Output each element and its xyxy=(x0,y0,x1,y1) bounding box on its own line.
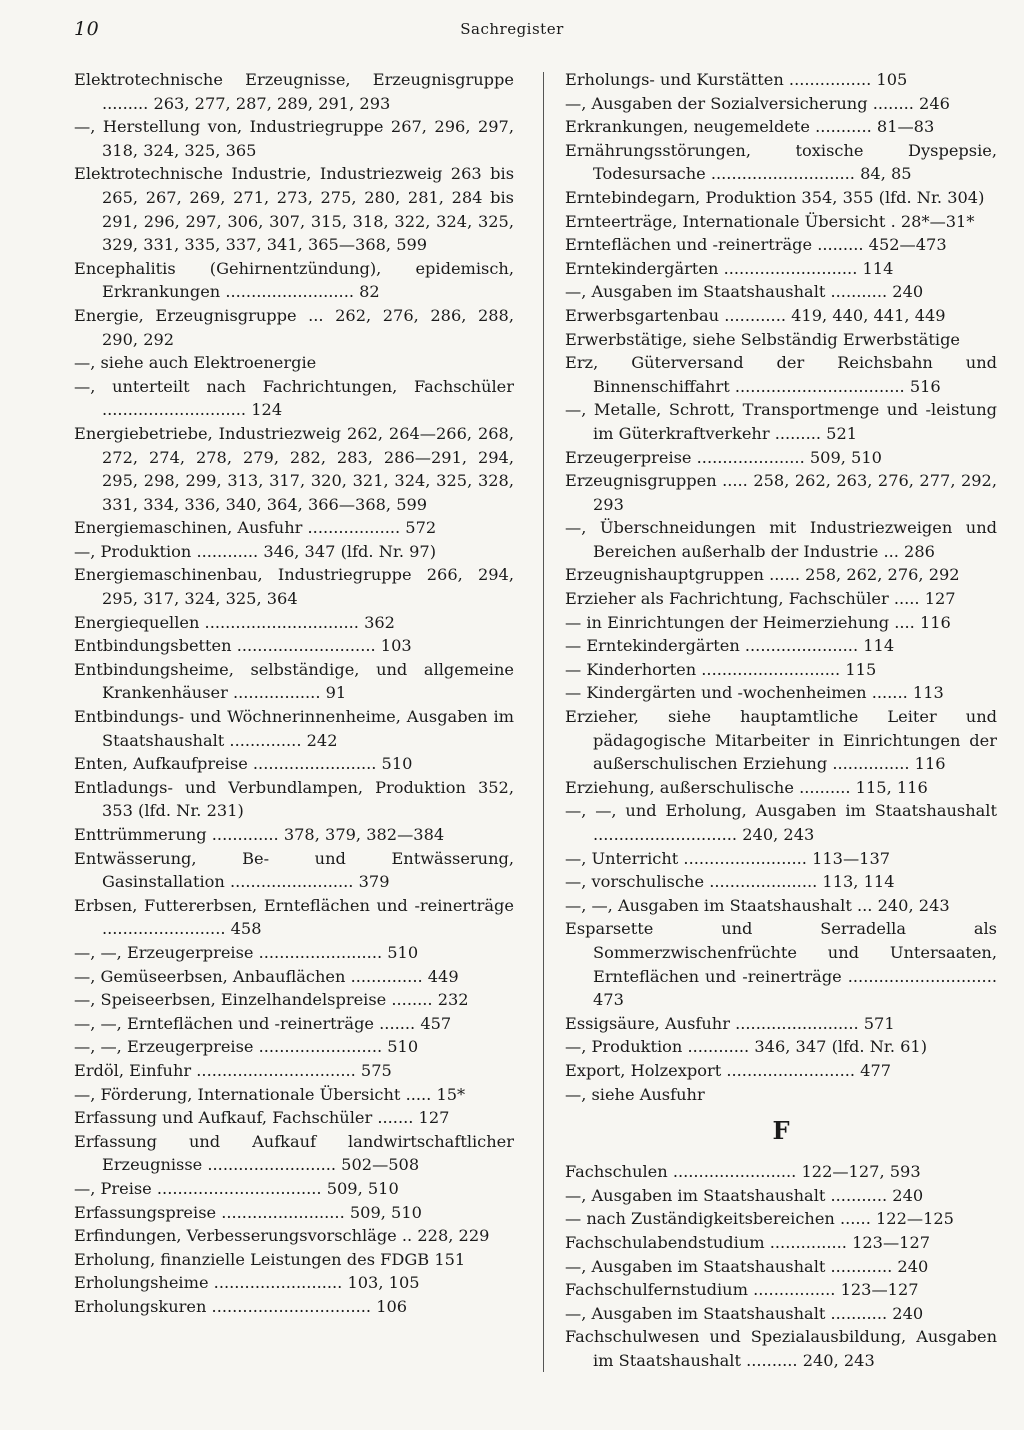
index-entry: Energiebetriebe, Industriezweig 262, 264—266, 268, 272, 274, 278, 279, 282, 283, 286—291, 294, 295, 298, 299, 313, 317, 320, 321, 324, 325, 328, 331, 334, 336, 340, 364, 366—368, 599 xyxy=(74,423,514,514)
index-entry: Encephalitis (Gehirnentzündung), epidemisch, Erkrankungen ......................... 82 xyxy=(74,258,514,302)
index-entry: — in Einrichtungen der Heimerziehung .... 116 xyxy=(565,612,951,632)
index-entry: Erfassungspreise ........................ 509, 510 xyxy=(74,1202,422,1222)
index-entry: Erbsen, Futtererbsen, Ernteflächen und -reinerträge ........................ 458 xyxy=(74,895,514,939)
index-entry: Elektrotechnische Industrie, Industriezweig 263 bis 265, 267, 269, 271, 273, 275, 280, 281, 284 bis 291, 296, 297, 306, 307, 315, 318, 322, 324, 325, 329, 331, 335, 337, 341, 365—368, 599 xyxy=(74,164,514,255)
index-entry: Essigsäure, Ausfuhr ........................ 571 xyxy=(565,1013,895,1033)
index-entry: Elektrotechnische Erzeugnisse, Erzeugnisgruppe ......... 263, 277, 287, 289, 291, 293 xyxy=(74,70,514,113)
index-entry: — Erntekindergärten ...................... 114 xyxy=(565,636,895,656)
index-entry: —, siehe Ausfuhr xyxy=(565,1084,705,1104)
index-entry: Energie, Erzeugnisgruppe ... 262, 276, 286, 288, 290, 292 xyxy=(74,305,514,349)
index-entry: Erfassung und Aufkauf, Fachschüler ....... 127 xyxy=(74,1108,450,1128)
index-entry: Erholungs- und Kurstätten ................ 105 xyxy=(565,70,908,89)
page-number: 10 xyxy=(74,18,100,40)
index-entry: Erwerbsgartenbau ............ 419, 440, 441, 449 xyxy=(565,305,946,325)
index-entry: —, Ausgaben im Staatshaushalt ............ 240 xyxy=(565,1256,929,1276)
index-entry: Energiemaschinenbau, Industriegruppe 266, 294, 295, 317, 324, 325, 364 xyxy=(74,565,514,609)
index-entry: —, Ausgaben der Sozialversicherung ........ 246 xyxy=(565,93,950,113)
index-entry: Fachschulabendstudium ............... 123—127 xyxy=(565,1232,931,1252)
index-entry: Esparsette und Serradella als Sommerzwischenfrüchte und Untersaaten, Ernteflächen und -reinerträge ............................. 473 xyxy=(565,919,997,1010)
index-entry: —, unterteilt nach Fachrichtungen, Fachschüler ............................ 124 xyxy=(74,376,514,420)
index-entry: Entbindungsheime, selbständige, und allgemeine Krankenhäuser ................. 91 xyxy=(74,659,514,703)
index-entry: —, vorschulische ..................... 113, 114 xyxy=(565,872,895,892)
index-entry: —, Förderung, Internationale Übersicht ..... 15* xyxy=(74,1084,466,1104)
index-entry: Fachschulwesen und Spezialausbildung, Ausgaben im Staatshaushalt .......... 240, 243 xyxy=(565,1327,997,1370)
index-entry: Erholung, finanzielle Leistungen des FDGB 151 xyxy=(74,1249,466,1269)
index-entry: —, Gemüseerbsen, Anbauflächen .............. 449 xyxy=(74,966,459,986)
index-entry: —, Unterricht ........................ 113—137 xyxy=(565,848,891,868)
index-entry: Fachschulen ........................ 122—127, 593 xyxy=(565,1162,921,1182)
index-entry: —, —, Ernteflächen und -reinerträge ....... 457 xyxy=(74,1013,452,1033)
index-entry: —, siehe auch Elektroenergie xyxy=(74,353,317,373)
index-entry: —, —, Erzeugerpreise ........................ 510 xyxy=(74,1037,419,1057)
index-entry: Erntebindegarn, Produktion 354, 355 (lfd. Nr. 304) xyxy=(565,187,985,207)
index-entry: Entbindungs- und Wöchnerinnenheime, Ausgaben im Staatshaushalt .............. 242 xyxy=(74,707,514,750)
index-entry: —, —, Erzeugerpreise ........................ 510 xyxy=(74,942,419,962)
index-entry: —, Herstellung von, Industriegruppe 267, 296, 297, 318, 324, 325, 365 xyxy=(74,117,514,160)
index-entry: Erzieher als Fachrichtung, Fachschüler ..... 127 xyxy=(565,589,956,609)
column-divider xyxy=(543,72,544,1372)
index-entry: Entbindungsbetten ........................... 103 xyxy=(74,636,412,656)
index-entry: Erdöl, Einfuhr ............................... 575 xyxy=(74,1060,392,1080)
index-entry: — Kinderhorten ........................... 115 xyxy=(565,659,877,679)
index-entry: Energiequellen .............................. 362 xyxy=(74,612,395,632)
section-letter-heading: F xyxy=(772,1116,790,1146)
index-entry: Enten, Aufkaufpreise ........................ 510 xyxy=(74,754,413,774)
index-entry: —, Metalle, Schrott, Transportmenge und -leistung im Güterkraftverkehr ......... 521 xyxy=(565,400,997,443)
index-entry: Erz, Güterversand der Reichsbahn und Binnenschiffahrt ................................. 516 xyxy=(565,353,997,396)
index-entry: —, Ausgaben im Staatshaushalt ........... 240 xyxy=(565,1185,924,1205)
index-entry: Ernteerträge, Internationale Übersicht . 28*—31* xyxy=(565,211,975,231)
index-entry: Ernährungsstörungen, toxische Dyspepsie, Todesursache ............................ 84, 85 xyxy=(565,140,997,184)
index-entry: Erkrankungen, neugemeldete ........... 81—83 xyxy=(565,117,935,137)
left-column xyxy=(74,68,514,1318)
index-entry: Erziehung, außerschulische .......... 115, 116 xyxy=(565,777,928,797)
index-entry: Energiemaschinen, Ausfuhr .................. 572 xyxy=(74,518,437,538)
index-entry: —, Produktion ............ 346, 347 (lfd. Nr. 61) xyxy=(565,1037,928,1057)
index-entry: Erwerbstätige, siehe Selbständig Erwerbstätige xyxy=(565,329,961,349)
index-entry: Fachschulfernstudium ................ 123—127 xyxy=(565,1280,919,1300)
index-entry: —, —, Ausgaben im Staatshaushalt ... 240, 243 xyxy=(565,895,950,915)
index-entry: Erholungskuren ............................... 106 xyxy=(74,1296,408,1316)
index-entry: Erholungsheime ......................... 103, 105 xyxy=(74,1273,420,1293)
index-entry: Ernteflächen und -reinerträge ......... 452—473 xyxy=(565,235,947,255)
index-entry: Entwässerung, Be- und Entwässerung, Gasinstallation ........................ 379 xyxy=(74,848,514,892)
index-entry: Erfindungen, Verbesserungsvorschläge .. 228, 229 xyxy=(74,1226,490,1246)
index-entry: Entladungs- und Verbundlampen, Produktion 352, 353 (lfd. Nr. 231) xyxy=(74,777,514,821)
index-entry: —, Preise ................................ 509, 510 xyxy=(74,1178,399,1198)
index-entry: Erzeugnisgruppen ..... 258, 262, 263, 276, 277, 292, 293 xyxy=(565,471,997,514)
index-entry: Enttrümmerung ............. 378, 379, 382—384 xyxy=(74,825,445,844)
right-column xyxy=(565,68,997,1372)
index-entry: —, Produktion ............ 346, 347 (lfd. Nr. 97) xyxy=(74,541,437,561)
index-entry: Erzeugerpreise ..................... 509, 510 xyxy=(565,447,882,467)
index-entry: — Kindergärten und -wochenheimen ....... 113 xyxy=(565,683,944,703)
index-entry: — nach Zuständigkeitsbereichen ...... 122—125 xyxy=(565,1209,954,1229)
index-entry: Export, Holzexport ......................... 477 xyxy=(565,1060,892,1080)
index-entry: —, Überschneidungen mit Industriezweigen und Bereichen außerhalb der Industrie ... 286 xyxy=(565,518,997,561)
index-entry: —, Ausgaben im Staatshaushalt ........... 240 xyxy=(565,282,924,302)
index-entry: Erzieher, siehe hauptamtliche Leiter und pädagogische Mitarbeiter in Einrichtungen der außerschulischen Erziehung ............... 116 xyxy=(565,707,997,774)
index-entry: —, Ausgaben im Staatshaushalt ........... 240 xyxy=(565,1303,924,1323)
index-entry: Erntekindergärten .......................... 114 xyxy=(565,258,894,278)
running-title: Sachregister xyxy=(460,20,564,38)
index-entry: —, —, und Erholung, Ausgaben im Staatshaushalt ............................ 240, 243 xyxy=(565,801,997,844)
index-entry: Erzeugnishauptgruppen ...... 258, 262, 276, 292 xyxy=(565,565,960,585)
index-entry: Erfassung und Aufkauf landwirtschaftlicher Erzeugnisse ......................... 502—508 xyxy=(74,1131,514,1175)
index-entry: —, Speiseerbsen, Einzelhandelspreise ........ 232 xyxy=(74,990,469,1010)
